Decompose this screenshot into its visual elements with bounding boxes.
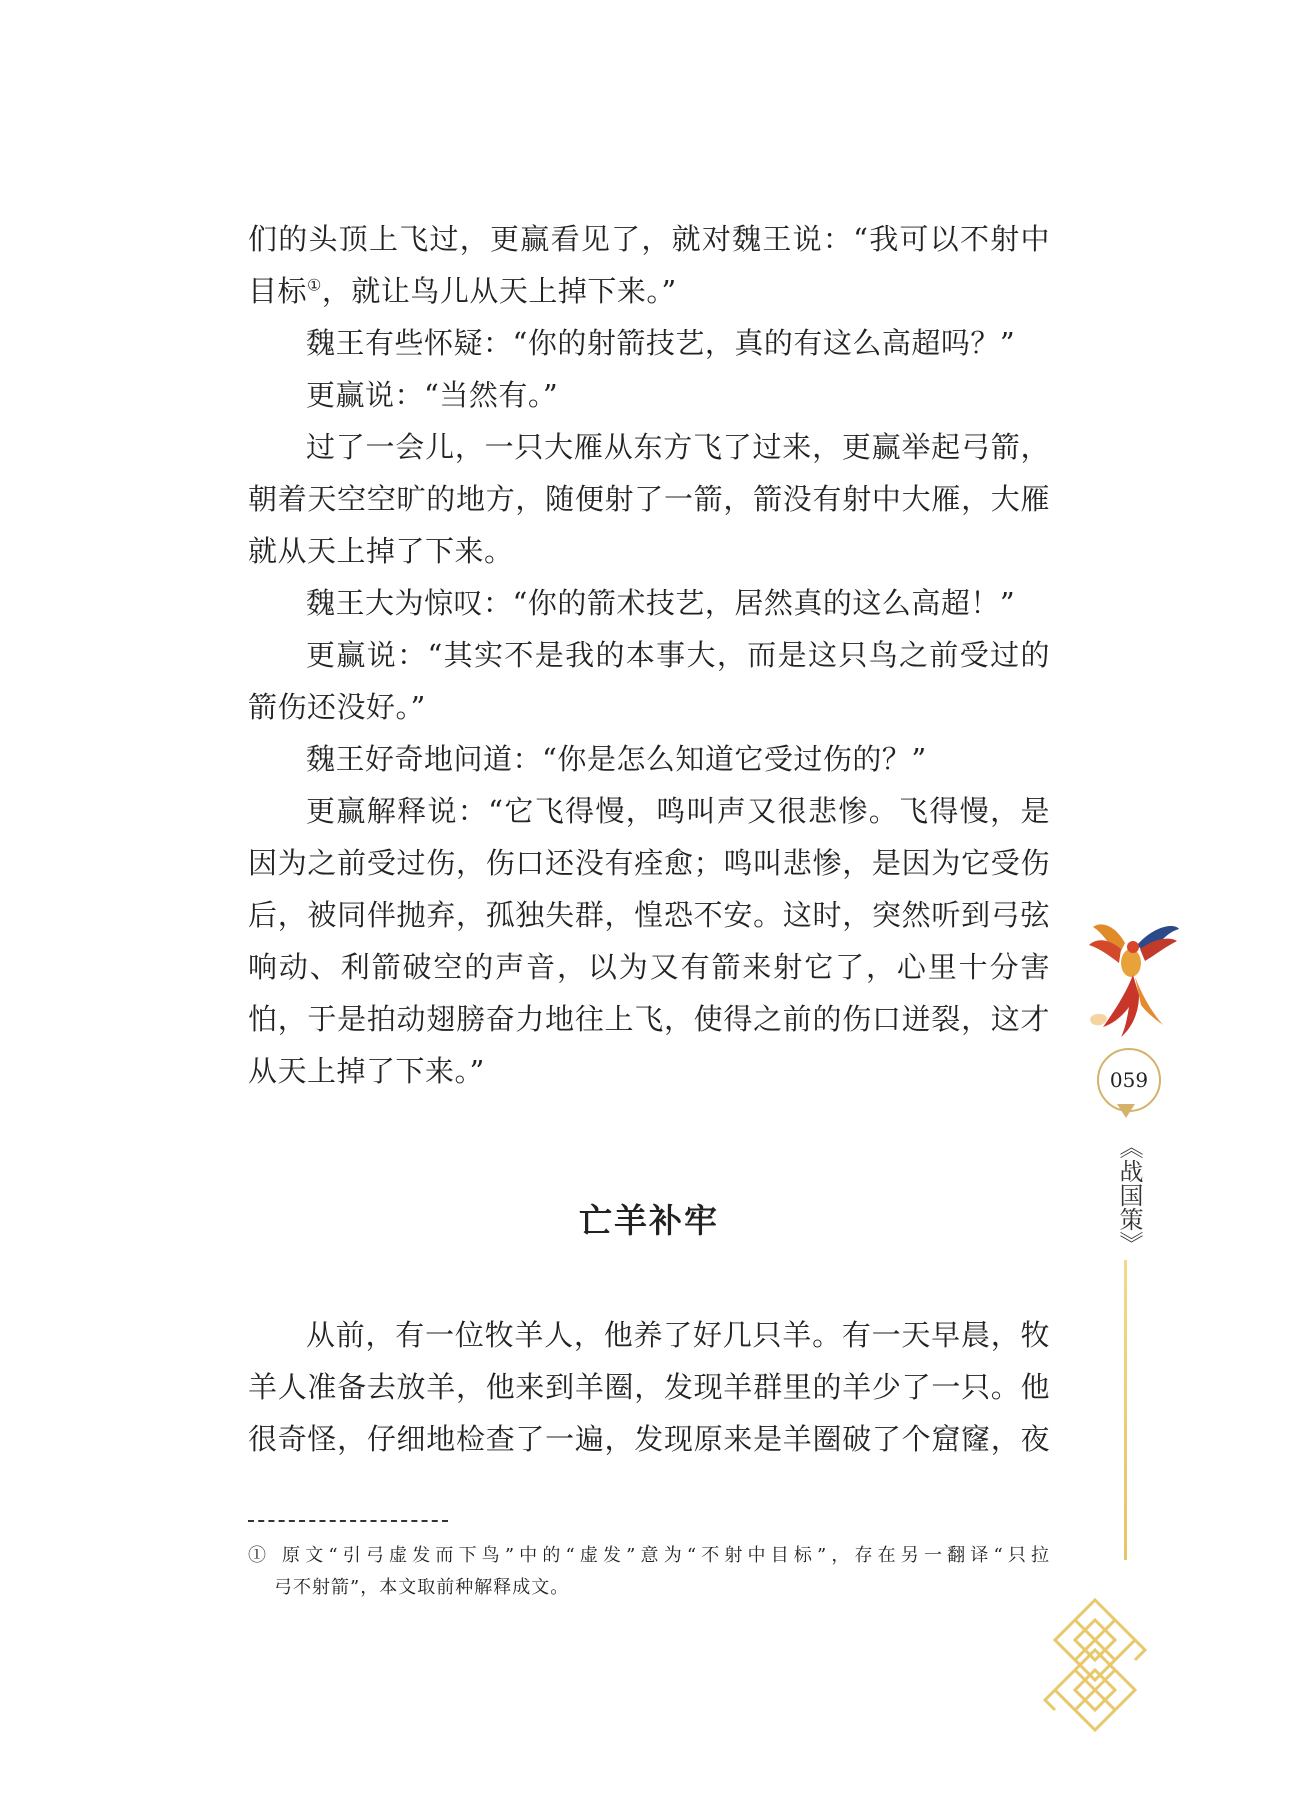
footnote [248, 1540, 1050, 1604]
footnote-line: ① 原文“引弓虚发而下鸟”中的“虚发”意为“不射中目标”，存在另一翻译“只拉 [248, 1545, 1050, 1566]
footnote-marker[interactable]: ① [307, 275, 322, 295]
endless-knot-icon [1040, 1590, 1150, 1740]
phoenix-icon [1085, 915, 1180, 1040]
section-title: 亡羊补牢 [579, 1201, 719, 1240]
text-line: 从天上掉了下来。” [248, 1054, 485, 1088]
section-text [248, 1309, 1050, 1465]
text-fragment: 目标 [248, 274, 308, 308]
text-line: 因为之前受过伤，伤口还没有痊愈；鸣叫悲惨，是因为它受伤 [248, 846, 1050, 880]
text-line: 更赢解释说：“它飞得慢，鸣叫声又很悲惨。飞得慢，是 [306, 794, 1050, 828]
text-line: 怕，于是拍动翅膀奋力地往上飞，使得之前的伤口迸裂，这才 [248, 1002, 1050, 1036]
text-line: 从前，有一位牧羊人，他养了好几只羊。有一天早晨，牧 [306, 1318, 1050, 1352]
text-line: 羊人准备去放羊，他来到羊圈，发现羊群里的羊少了一只。他 [248, 1370, 1050, 1404]
text-line: 就从天上掉了下来。 [248, 534, 514, 568]
text-line [248, 265, 1050, 317]
story-text [248, 213, 1050, 1097]
text-line: 朝着天空空旷的地方，随便射了一箭，箭没有射中大雁，大雁 [248, 482, 1050, 516]
book-title: 《战国策》 [1115, 1135, 1143, 1255]
text-line: 更赢说：“当然有。” [306, 378, 559, 412]
text-line: 魏王有些怀疑：“你的射箭技艺，真的有这么高超吗？” [306, 326, 1016, 360]
page-number: 059 [1097, 1048, 1161, 1112]
text-line: 很奇怪，仔细地检查了一遍，发现原来是羊圈破了个窟窿，夜 [248, 1422, 1050, 1456]
footnote-line: 弓不射箭”，本文取前种解释成文。 [274, 1577, 570, 1598]
text-line: 箭伤还没好。” [248, 690, 426, 724]
text-line: 响动、利箭破空的声音，以为又有箭来射它了，心里十分害 [248, 950, 1050, 984]
gold-divider [1124, 1260, 1127, 1560]
text-line: 们的头顶上飞过，更赢看见了，就对魏王说：“我可以不射中 [248, 222, 1050, 256]
text-line: 过了一会儿，一只大雁从东方飞了过来，更赢举起弓箭， [306, 430, 1050, 464]
text-line: 魏王好奇地问道：“你是怎么知道它受过伤的？” [306, 742, 927, 776]
text-line: 魏王大为惊叹：“你的箭术技艺，居然真的这么高超！” [306, 586, 1016, 620]
text-fragment: ，就让鸟儿从天上掉下来。” [321, 274, 677, 308]
page-number-pointer [1117, 1104, 1135, 1118]
footnote-divider [248, 1520, 448, 1522]
text-line: 后，被同伴抛弃，孤独失群，惶恐不安。这时，突然听到弓弦 [248, 898, 1050, 932]
text-line: 更赢说：“其实不是我的本事大，而是这只鸟之前受过的 [306, 638, 1050, 672]
